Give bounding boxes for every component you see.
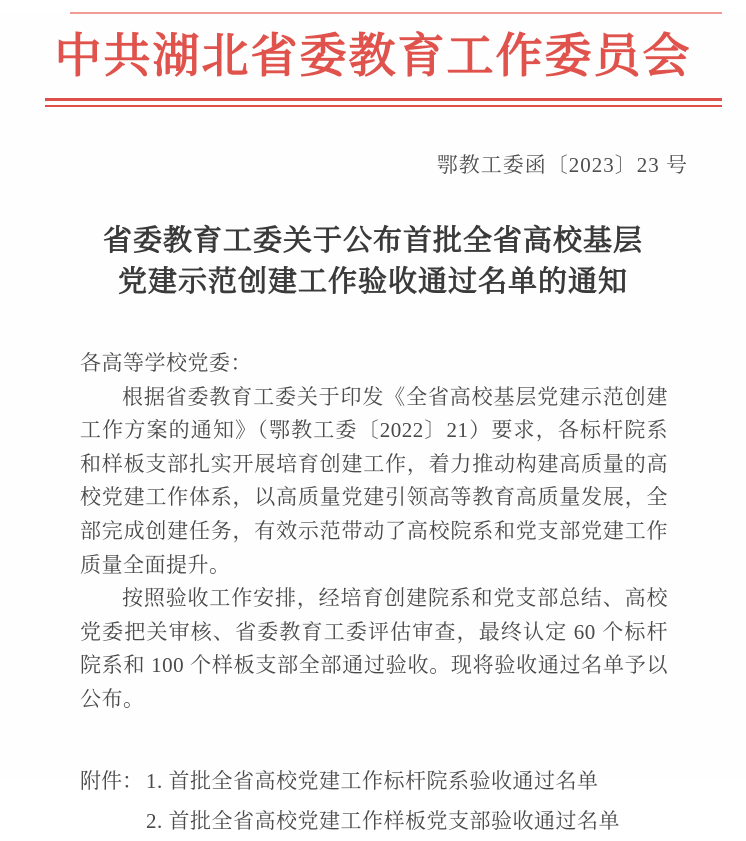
attachment-item-2: 2. 首批全省高校党建工作样板党支部验收通过名单: [146, 808, 620, 833]
document-number: 鄂教工委函〔2023〕23 号: [436, 153, 688, 177]
body-paragraph-1: 根据省委教育工委关于印发《全省高校基层党建示范创建工作方案的通知》（鄂教工委〔2022〕21）要求，各标杆院系和样板支部扎实开展培育创建工作，着力推动构建高质量的高校党建工作体系，以高质量党建引领高等教育高质量发展，全部完成创建任务，有效示范带动了高校院系和党支部党建工作质量全面提升。: [80, 384, 668, 577]
attachment-indent-spacer: [80, 801, 146, 841]
salutation: 各高等学校党委：: [80, 351, 252, 375]
attachment-row-1: [80, 761, 668, 801]
attachments-label: 附件：: [80, 768, 143, 793]
attachment-row-2: [80, 801, 668, 841]
letterhead-double-rule: [45, 98, 722, 107]
document-title-line1: 省委教育工委关于公布首批全省高校基层: [102, 225, 643, 257]
document-page: [0, 12, 746, 833]
letterhead-rule-thin: [45, 105, 722, 107]
document-title-line2: 党建示范创建工作验收通过名单的通知: [117, 266, 628, 298]
body-paragraph-2: 按照验收工作安排，经培育创建院系和党支部总结、高校党委把关审核、省委教育工委评估审查，最终认定 60 个标杆院系和 100 个样板支部全部通过验收。现将验收通过名单予以公布。: [80, 586, 668, 711]
letterhead-rule-thick: [45, 98, 722, 101]
letterhead-top-rule: [70, 12, 722, 14]
letterhead-org-name: 中共湖北省委教育工作委员会: [54, 31, 692, 83]
document-body: [0, 347, 746, 841]
document-title: [0, 221, 746, 303]
attachment-item-1: 1. 首批全省高校党建工作标杆院系验收通过名单: [146, 768, 599, 793]
attachments-block: [80, 761, 668, 841]
